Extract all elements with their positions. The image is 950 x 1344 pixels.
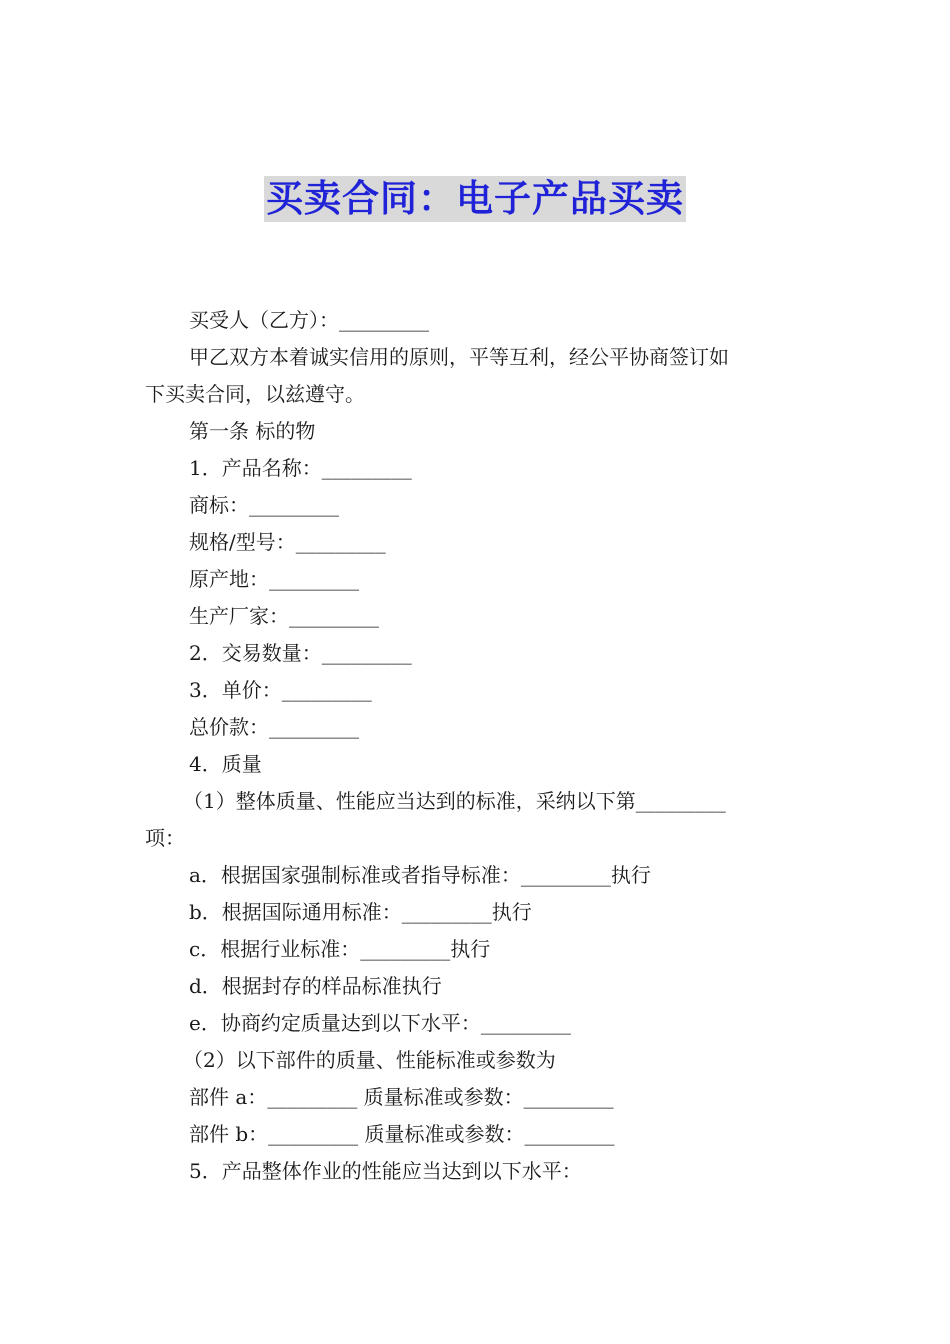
paragraph-line: 甲乙双方本着诚实信用的原则，平等互利，经公平协商签订如 — [189, 345, 729, 369]
paragraph-line: 4．质量 — [189, 752, 262, 776]
paragraph-line: 项： — [145, 826, 185, 850]
paragraph-line: 买受人（乙方）：_________ — [189, 308, 429, 332]
paragraph-line: 1．产品名称：_________ — [189, 456, 412, 480]
paragraph-line: 部件 b：_________ 质量标准或参数：_________ — [189, 1122, 615, 1146]
paragraph-line: （1）整体质量、性能应当达到的标准，采纳以下第_________ — [183, 789, 726, 813]
paragraph-line: 生产厂家：_________ — [189, 604, 379, 628]
paragraph-line: 5．产品整体作业的性能应当达到以下水平： — [189, 1159, 582, 1183]
paragraph-line: b．根据国际通用标准：_________执行 — [189, 900, 532, 924]
paragraph-line: 3．单价：_________ — [189, 678, 372, 702]
document-title: 买卖合同：电子产品买卖 — [266, 177, 684, 220]
paragraph-line: e．协商约定质量达到以下水平：_________ — [189, 1011, 571, 1035]
document-body — [145, 302, 810, 1190]
paragraph-line: 商标：_________ — [189, 493, 339, 517]
paragraph-line: 第一条 标的物 — [189, 419, 316, 443]
paragraph-line: 原产地：_________ — [189, 567, 359, 591]
title-container — [0, 176, 950, 222]
paragraph-line: 下买卖合同，以兹遵守。 — [145, 382, 365, 406]
paragraph-line: c．根据行业标准：_________执行 — [189, 937, 491, 961]
paragraph-line: 2．交易数量：_________ — [189, 641, 412, 665]
paragraph-line: a．根据国家强制标准或者指导标准：_________执行 — [189, 863, 651, 887]
paragraph-line: （2）以下部件的质量、性能标准或参数为 — [183, 1048, 556, 1072]
paragraph-line: 总价款：_________ — [189, 715, 359, 739]
paragraph-line: d．根据封存的样品标准执行 — [189, 974, 442, 998]
paragraph-line: 部件 a：_________ 质量标准或参数：_________ — [189, 1085, 614, 1109]
paragraph-line: 规格/型号：_________ — [189, 530, 386, 554]
